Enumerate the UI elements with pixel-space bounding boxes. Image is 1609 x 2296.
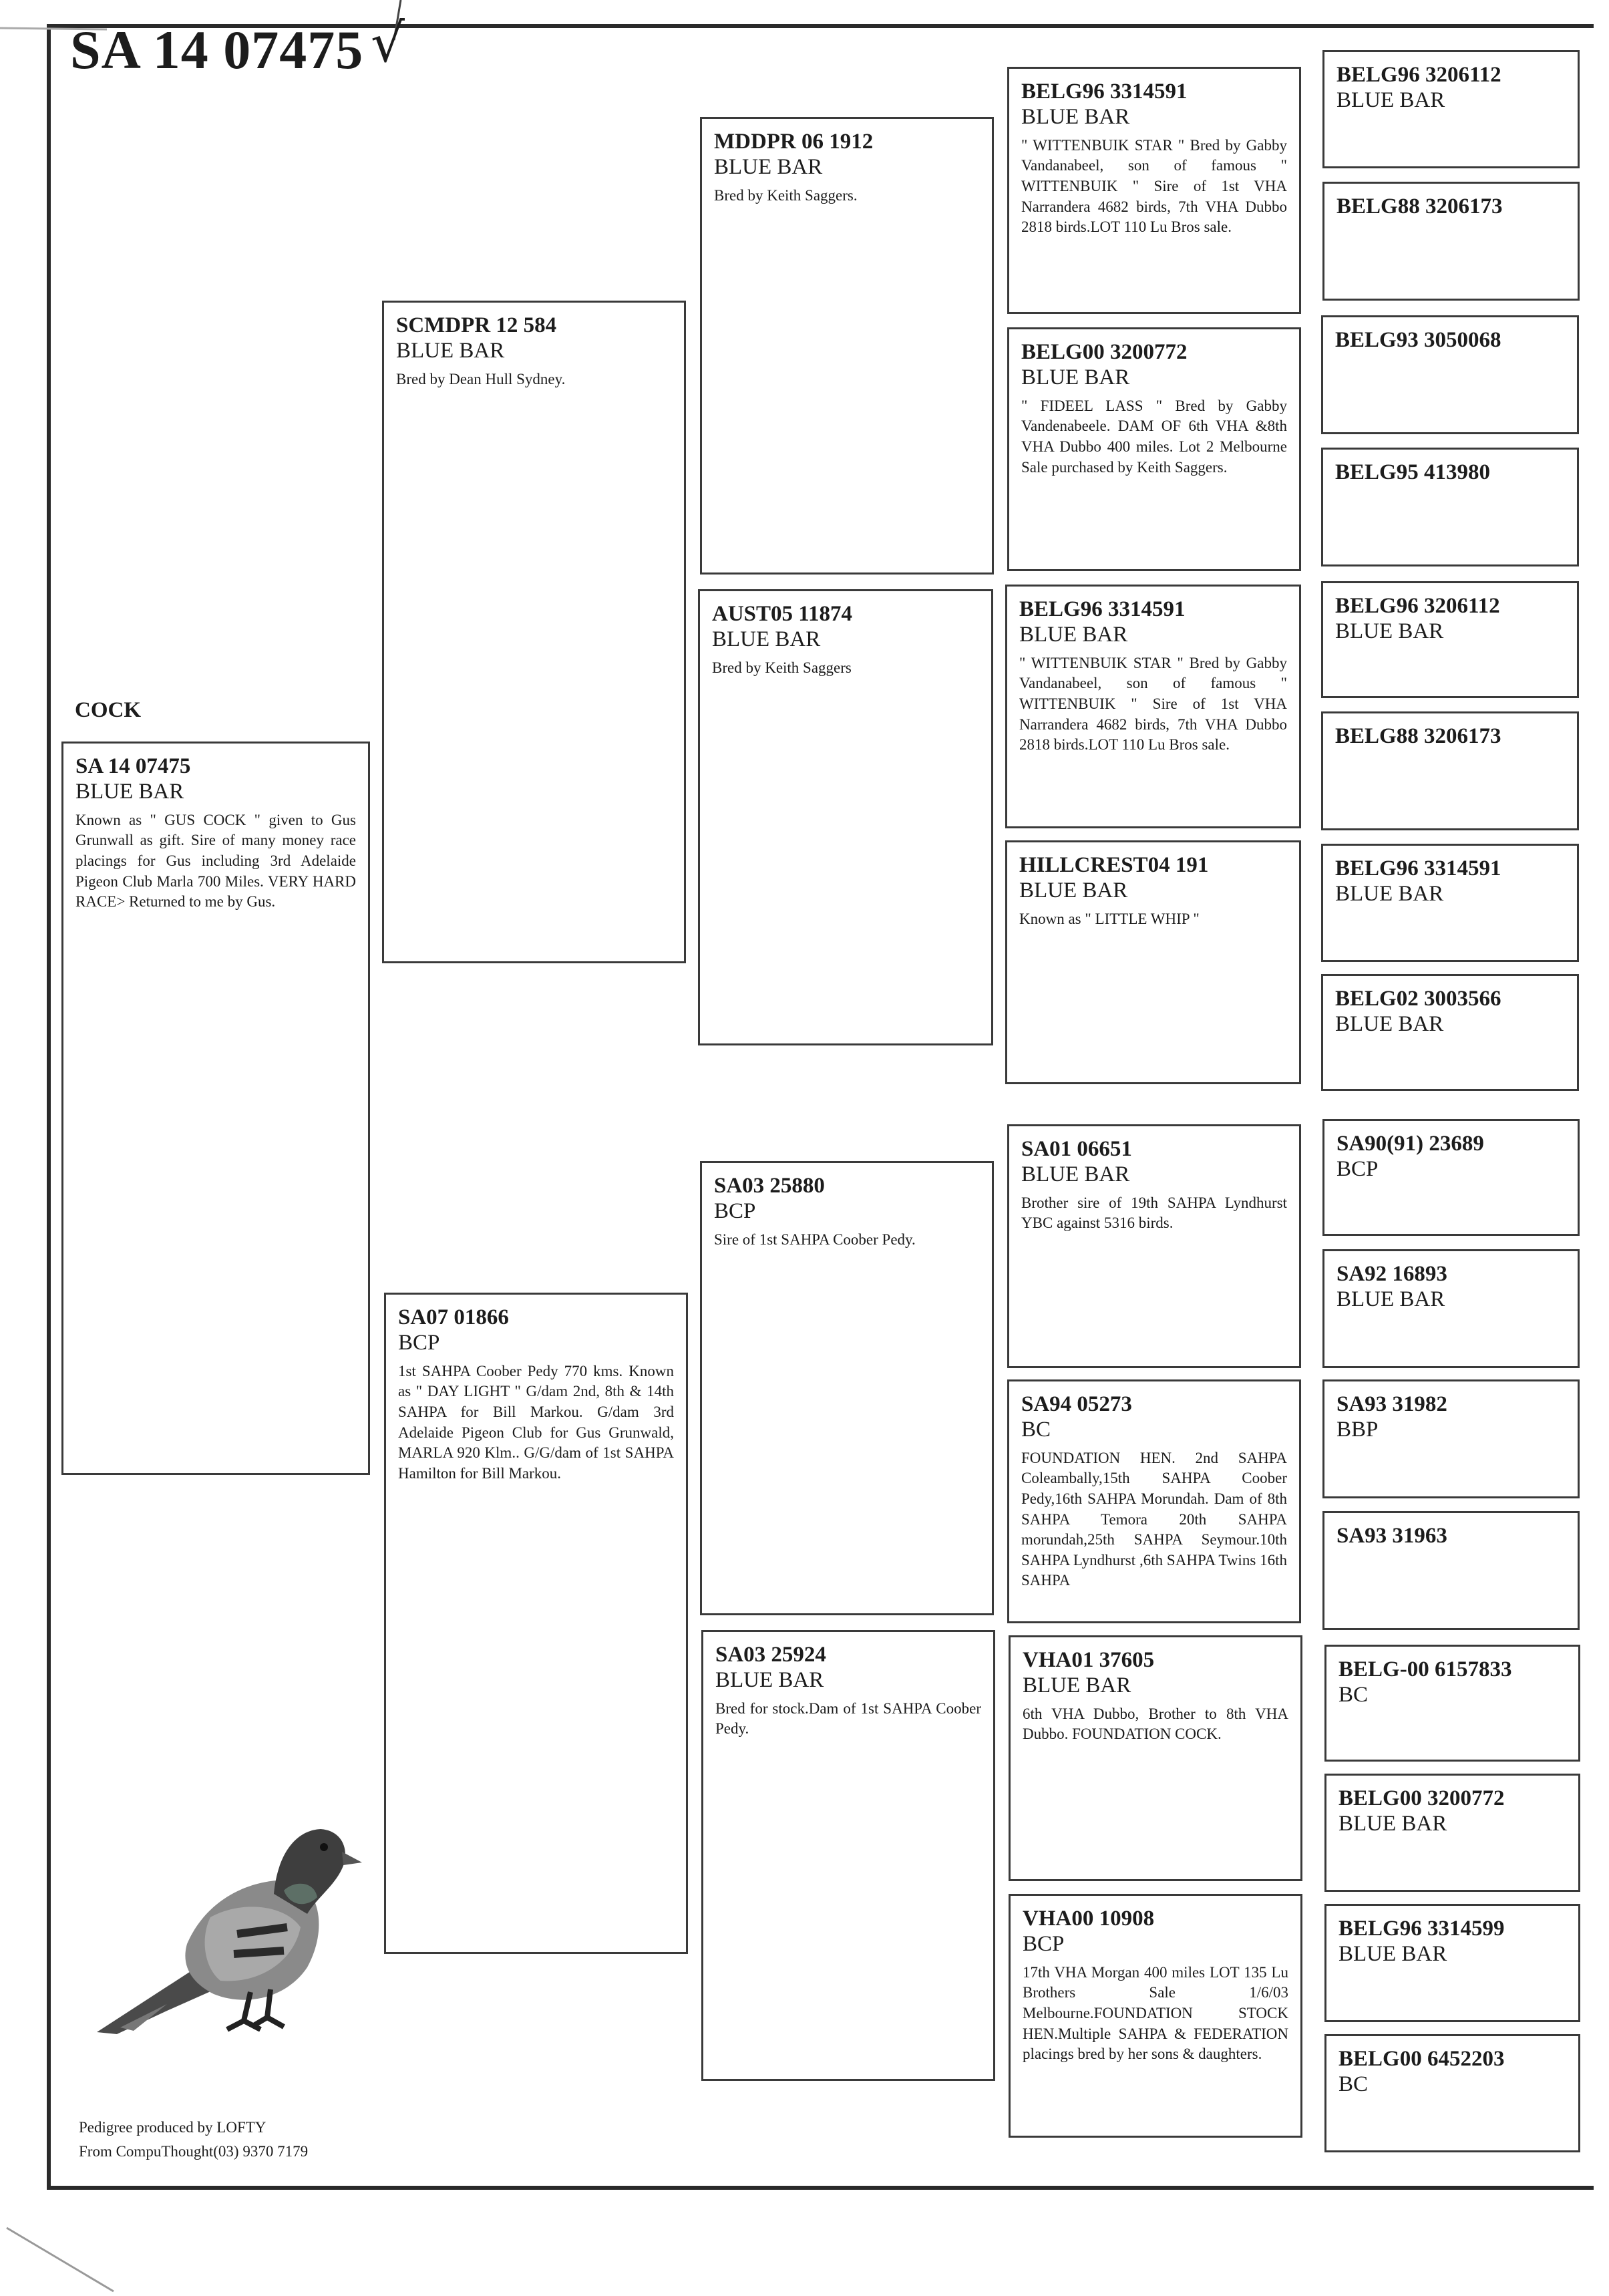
gg-grandparent-card — [1321, 315, 1579, 434]
gg-grandparent-card — [1324, 1774, 1580, 1892]
bird-id: SA07 01866 — [398, 1305, 509, 1329]
bird-colour: BLUE BAR — [75, 779, 184, 804]
gg-grandparent-card — [1322, 1249, 1580, 1368]
bird-colour: BCP — [1336, 1156, 1379, 1181]
grandparent-card — [700, 1161, 994, 1615]
great-grandparent-card — [1007, 1124, 1301, 1368]
gg-grandparent-card — [1322, 182, 1580, 301]
bird-colour: BLUE BAR — [1019, 878, 1128, 903]
grandparent-card — [701, 1630, 995, 2081]
great-grandparent-card — [1007, 327, 1301, 571]
bird-colour: BLUE BAR — [1336, 1287, 1445, 1311]
dam-card — [384, 1293, 688, 1954]
bird-colour: BCP — [398, 1330, 440, 1355]
bird-colour: BLUE BAR — [1021, 104, 1130, 129]
bird-colour: BLUE BAR — [712, 627, 821, 651]
bird-id: SA94 05273 — [1021, 1392, 1132, 1416]
bird-id: HILLCREST04 191 — [1019, 853, 1209, 877]
bird-id: BELG88 3206173 — [1335, 724, 1501, 748]
bird-colour: BC — [1338, 1682, 1369, 1707]
bird-id: SA03 25880 — [714, 1174, 825, 1198]
bird-id: SA90(91) 23689 — [1336, 1132, 1484, 1156]
gg-grandparent-card — [1324, 2034, 1580, 2152]
bird-colour: BLUE BAR — [1023, 1673, 1131, 1697]
gg-grandparent-card — [1324, 1645, 1580, 1762]
bird-note: 6th VHA Dubbo, Brother to 8th VHA Dubbo. FOUNDATION COCK. — [1023, 1705, 1288, 1743]
bird-note: 1st SAHPA Coober Pedy 770 kms. Known as " DAY LIGHT " G/dam 2nd, 8th & 14th SAHPA for Bill Markou. G/dam 3rd Adelaide Pigeon Club for Gus Grunwald, MARLA 920 Klm.. G/G/dam of 1st SAHPA Hamilton for Bill Markou. — [398, 1362, 674, 1482]
bird-note: Bred by Keith Saggers — [712, 659, 852, 676]
bird-id: SA 14 07475 — [75, 754, 191, 778]
bird-note: FOUNDATION HEN. 2nd SAHPA Coleambally,15th SAHPA Coober Pedy,16th SAHPA Morundah. Dam of 8th SAHPA Temora 20th SAHPA morundah,25th SAHPA Seymour.10th SAHPA Lyndhurst ,6th SAHPA Twins 16th SAHPA — [1021, 1449, 1287, 1589]
bird-note: Bred by Keith Saggers. — [714, 186, 858, 204]
bird-colour: BLUE BAR — [1338, 1811, 1447, 1836]
bird-note: Brother sire of 19th SAHPA Lyndhurst YBC against 5316 birds. — [1021, 1194, 1287, 1232]
bird-colour: BLUE BAR — [1021, 1162, 1130, 1186]
bird-id: BELG00 3200772 — [1021, 340, 1188, 364]
pigeon-icon — [94, 1817, 374, 2037]
great-grandparent-card — [1005, 840, 1301, 1084]
grandparent-card — [700, 117, 994, 575]
gg-grandparent-card — [1324, 1904, 1580, 2022]
bird-colour: BLUE BAR — [714, 154, 823, 179]
bird-id: SA92 16893 — [1336, 1262, 1447, 1286]
bird-colour: BC — [1021, 1417, 1051, 1442]
bird-id: SA93 31963 — [1336, 1524, 1447, 1548]
great-grandparent-card — [1009, 1635, 1302, 1881]
gg-grandparent-card — [1321, 448, 1579, 566]
bird-colour: BLUE BAR — [1021, 365, 1130, 389]
bird-note: Known as " LITTLE WHIP " — [1019, 910, 1200, 927]
great-grandparent-card — [1007, 67, 1301, 314]
check-mark: √ — [371, 12, 405, 74]
sire-card — [382, 301, 686, 963]
bird-colour: BLUE BAR — [396, 338, 505, 363]
gg-grandparent-card — [1322, 1511, 1580, 1630]
great-grandparent-card — [1007, 1379, 1301, 1623]
gg-grandparent-card — [1321, 711, 1579, 830]
bird-colour: BBP — [1336, 1417, 1379, 1442]
bird-note: Known as " GUS COCK " given to Gus Grunwall as gift. Sire of many money race placings for Gus including 3rd Adelaide Pigeon Club Marla 700 Miles. VERY HARD RACE> Returned to me by Gus. — [75, 811, 356, 911]
bird-note: " WITTENBUIK STAR " Bred by Gabby Vandanabeel, son of famous " WITTENBUIK " Sire of 1st VHA Narrandera 4682 birds, 7th VHA Dubbo 2818 birds.LOT 110 Lu Bros sale. — [1019, 654, 1287, 754]
bird-colour: BCP — [1023, 1931, 1065, 1956]
bird-id: VHA00 10908 — [1023, 1907, 1155, 1931]
bird-id: MDDPR 06 1912 — [714, 130, 874, 154]
gg-grandparent-card — [1321, 974, 1579, 1091]
bird-note: Sire of 1st SAHPA Coober Pedy. — [714, 1231, 916, 1248]
bird-id: SA01 06651 — [1021, 1137, 1132, 1161]
subject-card — [61, 742, 370, 1475]
bird-note: " FIDEEL LASS " Bred by Gabby Vandenabeele. DAM OF 6th VHA &8th VHA Dubbo 400 miles. Lot 2 Melbourne Sale purchased by Keith Saggers. — [1021, 397, 1287, 476]
bird-id: BELG96 3314591 — [1335, 856, 1501, 880]
bird-id: SA03 25924 — [715, 1643, 826, 1667]
bird-id: BELG00 6452203 — [1338, 2047, 1505, 2071]
bird-note: Bred by Dean Hull Sydney. — [396, 370, 566, 387]
footer-producer: Pedigree produced by LOFTY — [79, 2119, 266, 2136]
bird-id: BELG-00 6157833 — [1338, 1657, 1512, 1681]
bird-colour: BLUE BAR — [1338, 1941, 1447, 1966]
bird-note: Bred for stock.Dam of 1st SAHPA Coober Pedy. — [715, 1699, 981, 1738]
bird-colour: BLUE BAR — [1335, 881, 1444, 906]
bird-id: BELG02 3003566 — [1335, 987, 1501, 1011]
footer-contact: From CompuThought(03) 9370 7179 — [79, 2143, 309, 2160]
bird-colour: BLUE BAR — [1335, 1011, 1444, 1036]
gg-grandparent-card — [1322, 50, 1580, 168]
grandparent-card — [698, 589, 993, 1045]
bird-note: " WITTENBUIK STAR " Bred by Gabby Vandanabeel, son of famous " WITTENBUIK " Sire of 1st VHA Narrandera 4682 birds, 7th VHA Dubbo 2818 birds.LOT 110 Lu Bros sale. — [1021, 136, 1287, 236]
bird-id: BELG96 3314591 — [1019, 597, 1186, 621]
bird-colour: BLUE BAR — [1335, 619, 1444, 643]
bird-id: BELG96 3314599 — [1338, 1917, 1505, 1941]
bird-colour: BLUE BAR — [715, 1667, 824, 1692]
sex-label: COCK — [75, 698, 141, 722]
bird-id: SA93 31982 — [1336, 1392, 1447, 1416]
bird-id: VHA01 37605 — [1023, 1648, 1155, 1672]
great-grandparent-card — [1005, 585, 1301, 828]
gg-grandparent-card — [1321, 581, 1579, 698]
bird-id: BELG95 413980 — [1335, 460, 1490, 484]
gg-grandparent-card — [1322, 1379, 1580, 1498]
page-title: SA 14 07475 — [70, 19, 364, 80]
scan-artifact-bottom — [0, 2225, 134, 2296]
bird-colour: BLUE BAR — [1019, 622, 1128, 647]
bird-id: BELG88 3206173 — [1336, 194, 1503, 218]
bird-id: BELG96 3314591 — [1021, 79, 1188, 104]
bird-id: BELG96 3206112 — [1336, 63, 1501, 87]
bird-id: BELG93 3050068 — [1335, 328, 1501, 352]
bird-id: BELG96 3206112 — [1335, 594, 1500, 618]
bird-colour: BLUE BAR — [1336, 88, 1445, 112]
bird-colour: BCP — [714, 1198, 756, 1223]
bird-colour: BC — [1338, 2072, 1369, 2096]
gg-grandparent-card — [1321, 844, 1579, 962]
bird-id: BELG00 3200772 — [1338, 1786, 1505, 1810]
bird-id: AUST05 11874 — [712, 602, 852, 626]
bird-note: 17th VHA Morgan 400 miles LOT 135 Lu Brothers Sale 1/6/03 Melbourne.FOUNDATION STOCK HEN.Multiple SAHPA & FEDERATION placings bred by her sons & daughters. — [1023, 1963, 1288, 2063]
great-grandparent-card — [1009, 1894, 1302, 2138]
gg-grandparent-card — [1322, 1119, 1580, 1236]
bird-id: SCMDPR 12 584 — [396, 313, 557, 337]
